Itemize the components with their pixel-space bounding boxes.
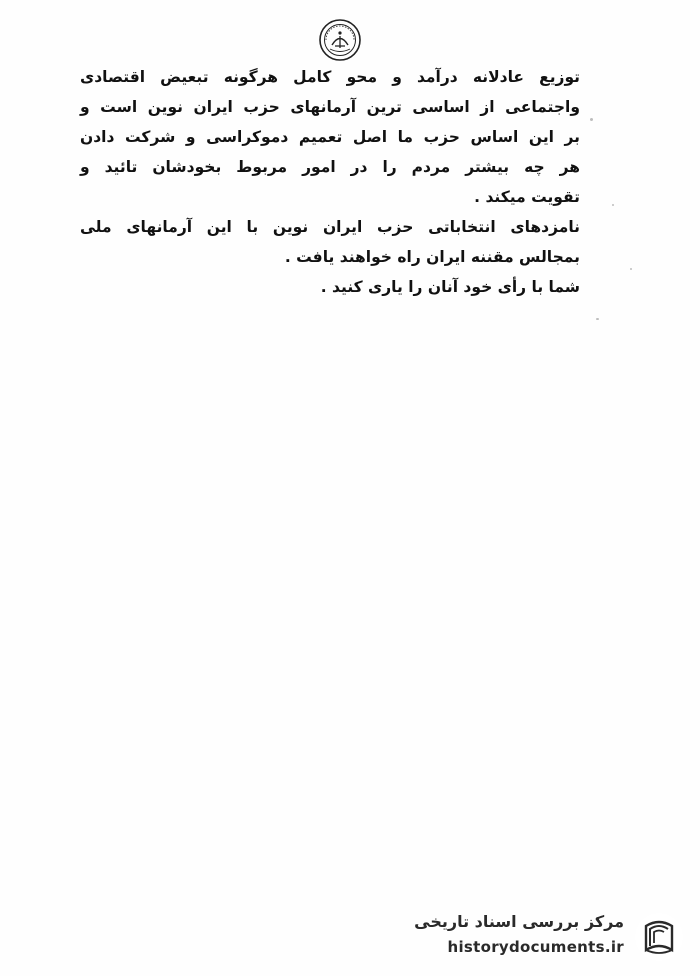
- archive-watermark: [396, 908, 686, 966]
- watermark-site: historydocuments.ir: [447, 938, 624, 956]
- paragraph-line: نامزدهای انتخاباتی حزب ایران نوین با این آرمانهای ملی: [80, 218, 580, 236]
- watermark-title: مرکز بررسی اسناد تاریخی: [414, 912, 624, 931]
- scan-speck: [590, 118, 593, 121]
- manifesto-paragraph: [80, 62, 580, 302]
- scan-speck: [612, 204, 614, 206]
- scan-speck: [630, 268, 632, 270]
- scan-speck: [596, 318, 599, 320]
- paragraph-line: توزیع عادلانه درآمد و محو کامل هرگونه تبعیض اقتصادی: [80, 68, 580, 86]
- paragraph-line: واجتماعی از اساسی ترین آرمانهای حزب ایران نوین است و: [80, 98, 580, 116]
- paragraph-line: بر این اساس حزب ما اصل تعمیم دموکراسی و شرکت دادن: [80, 128, 580, 146]
- paragraph-line: تقویت میکند .: [474, 188, 580, 206]
- paragraph-line: هر چه بیشتر مردم را در امور مربوط بخودشان تائید و: [80, 158, 580, 176]
- party-emblem-icon: [318, 18, 362, 62]
- paragraph-line: شما با رأی خود آنان را یاری کنید .: [320, 278, 580, 296]
- archive-logo-icon: [632, 910, 686, 964]
- paragraph-line: بمجالس مقننه ایران راه خواهند یافت .: [284, 248, 580, 266]
